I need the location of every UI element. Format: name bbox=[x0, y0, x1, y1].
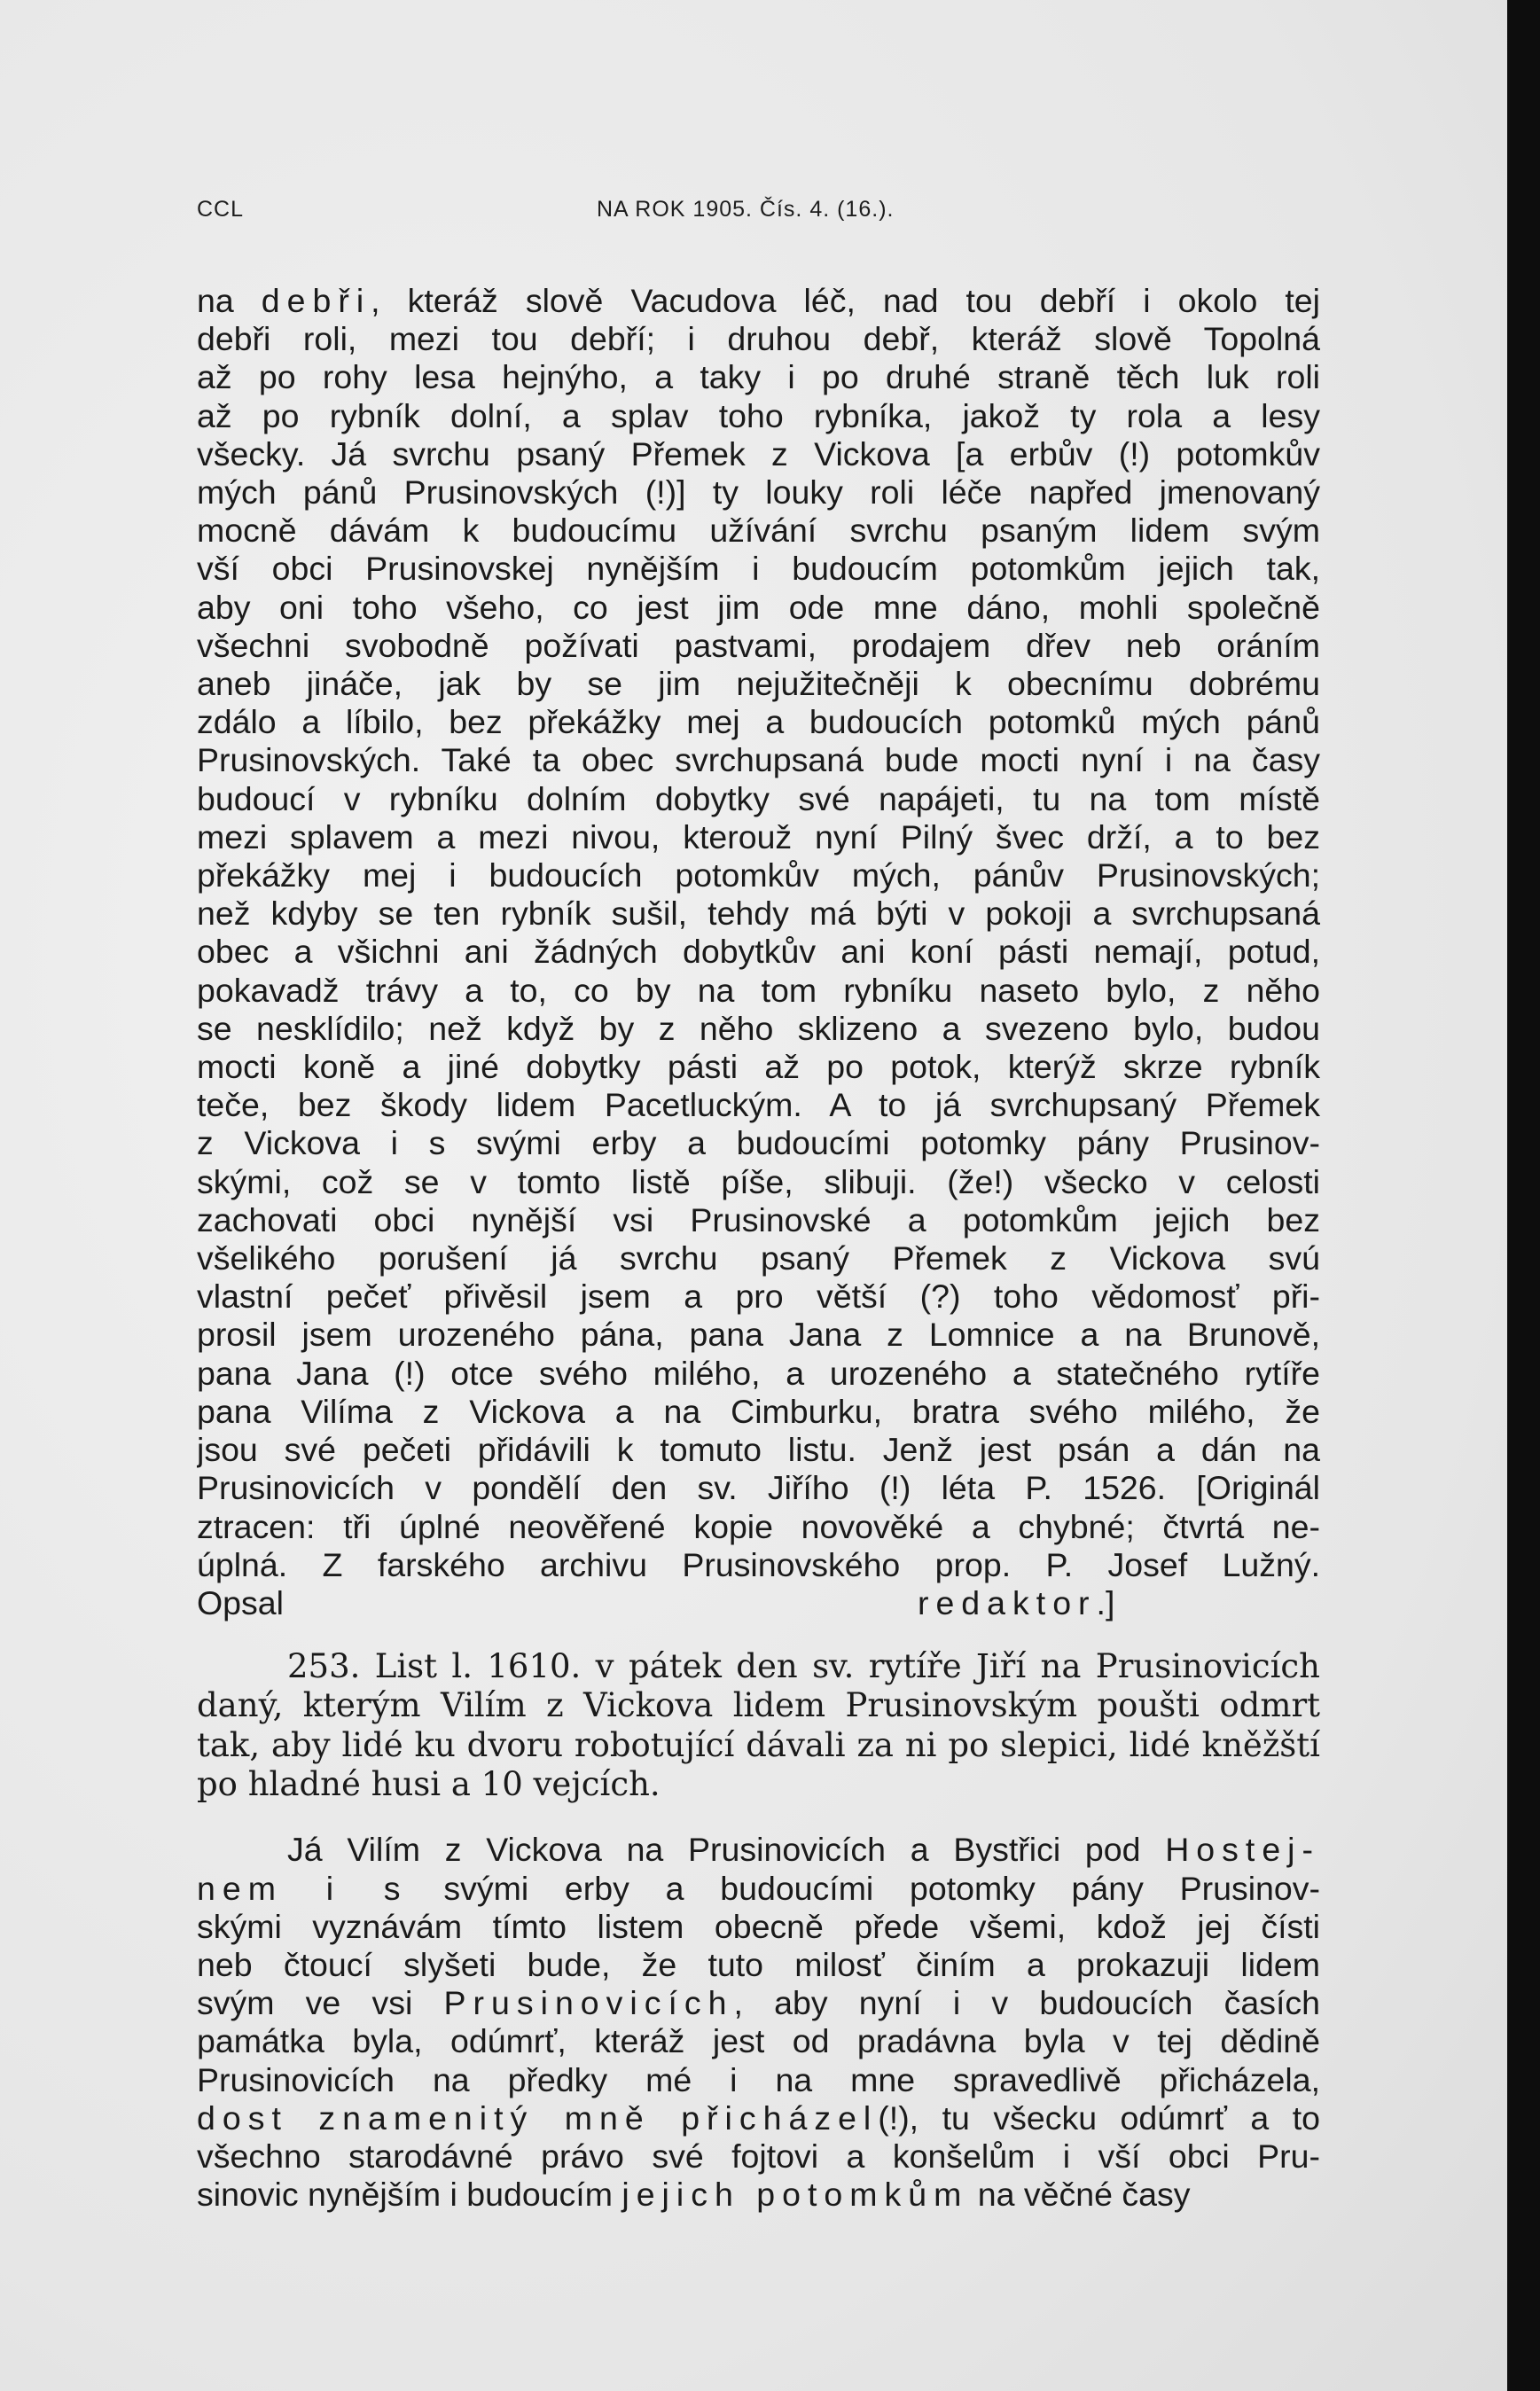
text-line bbox=[197, 1393, 1320, 1431]
text-line bbox=[197, 397, 1320, 435]
text-run: z Vickova i s svými erby a budoucími potomky pány Prusinov- bbox=[197, 1124, 1320, 1162]
charter-1610-paragraph bbox=[197, 1831, 1320, 2214]
text-line bbox=[197, 1546, 1320, 1584]
text-run: aneb jináče, jak by se jim nejužitečněji k obecnímu dobrému bbox=[197, 665, 1320, 703]
text-line bbox=[197, 1278, 1320, 1316]
text-run: debři roli, mezi tou debří; i druhou debř, kteráž slově Topolná bbox=[197, 320, 1320, 358]
text-run: zdálo a líbilo, bez překážky mej a budoucích potomků mých pánů bbox=[197, 703, 1320, 741]
text-line bbox=[197, 2137, 1320, 2176]
text-line bbox=[197, 933, 1320, 971]
text-run: , kteráž slově Vacudova léč, nad tou debří i okolo tej bbox=[371, 282, 1320, 319]
text-run: , aby nyní i v budoucích časích bbox=[733, 1984, 1320, 2022]
text-run: prosil jsem urozeného pána, pana Jana z Lomnice a na Brunově, bbox=[197, 1316, 1320, 1354]
text-line: tak, aby lidé ku dvoru robotující dávali za ni po slepici, lidé kněžští bbox=[197, 1725, 1320, 1764]
text-line bbox=[197, 818, 1320, 856]
text-run: Prusinovicích na předky mé i na mne spravedlivě přicházela, bbox=[197, 2060, 1320, 2098]
text-run: (!), tu všecku odúmrť a to bbox=[878, 2098, 1320, 2137]
text-line bbox=[197, 1584, 1320, 1622]
spaced-emphasis: Prusinovicích bbox=[443, 1984, 734, 2022]
text-run: jsou své pečeti přidávili k tomuto listu. Jenž jest psán a dán na bbox=[197, 1431, 1320, 1469]
running-header bbox=[0, 197, 1507, 232]
text-line bbox=[197, 1946, 1320, 1984]
text-line bbox=[197, 665, 1320, 703]
text-line bbox=[197, 1908, 1320, 1946]
text-run: skými vyznávám tímto listem obecně přede všemi, kdož jej čísti bbox=[197, 1907, 1320, 1945]
text-run: všecky. Já svrchu psaný Přemek z Vickova [a erbův (!) potomkův bbox=[197, 434, 1320, 473]
text-line bbox=[197, 435, 1320, 473]
text-run: překážky mej i budoucích potomkův mých, pánův Prusinovských; bbox=[197, 856, 1320, 895]
text-run: aby oni toho všeho, co jest jim ode mne dáno, mohli společně bbox=[197, 588, 1320, 626]
spaced-emphasis: Hostej- bbox=[1165, 1831, 1320, 1869]
text-line bbox=[197, 627, 1320, 665]
text-line: daný, kterým Vilím z Vickova lidem Prusinovským poušti odmrt bbox=[197, 1686, 1320, 1725]
text-line bbox=[197, 1431, 1320, 1469]
text-run: sinovic nynějším i budoucím bbox=[197, 2176, 622, 2214]
text-run: mocti koně a jiné dobytky pásti až po potok, kterýž skrze rybník bbox=[197, 1048, 1320, 1086]
text-line bbox=[197, 1469, 1320, 1507]
text-run: všelikého porušení já svrchu psaný Přemek z Vickova svú bbox=[197, 1239, 1320, 1278]
text-line bbox=[197, 1870, 1320, 1908]
text-line bbox=[197, 473, 1320, 512]
text-line bbox=[197, 550, 1320, 588]
text-line bbox=[197, 2176, 1320, 2214]
text-line bbox=[197, 1316, 1320, 1354]
scan-border bbox=[1507, 0, 1540, 2391]
text-line bbox=[197, 895, 1320, 933]
text-run: pokavadž trávy a to, co by na tom rybníku naseto bylo, z něho bbox=[197, 971, 1320, 1009]
text-run: památka byla, odúmrť, kteráž jest od pradávna byla v tej dědině bbox=[197, 2022, 1320, 2060]
text-run: svým ve vsi bbox=[197, 1984, 444, 2022]
text-run: vší obci Prusinovskej nynějším i budoucím potomkům jejich tak, bbox=[197, 550, 1320, 588]
text-line bbox=[197, 703, 1320, 741]
text-run: na bbox=[197, 282, 262, 319]
text-line bbox=[197, 1508, 1320, 1546]
text-run: zachovati obci nynější vsi Prusinovské a potomkům jejich bez bbox=[197, 1200, 1320, 1238]
text-run: všechno starodávné právo své fojtovi a konšelům i vší obci Pru- bbox=[197, 2137, 1320, 2175]
text-line bbox=[197, 1239, 1320, 1278]
text-line bbox=[197, 972, 1320, 1010]
text-run: vlastní pečeť přivěsil jsem a pro větší (?) toho vědomosť při- bbox=[197, 1278, 1320, 1316]
text-run: mých pánů Prusinovských (!)] ty louky roli léče napřed jmenovaný bbox=[197, 473, 1320, 512]
text-line bbox=[197, 1086, 1320, 1124]
text-run: pana Vilíma z Vickova a na Cimburku, bratra svého milého, že bbox=[197, 1392, 1320, 1430]
text-run: úplná. Z farského archivu Prusinovského prop. P. Josef Lužný. bbox=[197, 1545, 1320, 1583]
text-run: než kdyby se ten rybník sušil, tehdy má býti v pokoji a svrchupsaná bbox=[197, 895, 1320, 933]
text-line bbox=[197, 1201, 1320, 1239]
text-line bbox=[197, 1124, 1320, 1162]
text-line bbox=[197, 1984, 1320, 2022]
header-title: NA ROK 1905. Čís. 4. (16.). bbox=[597, 197, 895, 222]
text-line bbox=[197, 2022, 1320, 2060]
text-run: všechni svobodně požívati pastvami, prodajem dřev neb oráním bbox=[197, 626, 1320, 664]
text-run: skými, což se v tomto listě píše, slibuji. (že!) všecko v celosti bbox=[197, 1162, 1320, 1200]
text-run: teče, bez škody lidem Pacetluckým. A to já svrchupsaný Přemek bbox=[197, 1086, 1320, 1124]
spaced-emphasis: nem i s bbox=[197, 1869, 408, 1907]
spaced-emphasis: debři bbox=[261, 282, 371, 319]
text-line bbox=[197, 358, 1320, 396]
text-line bbox=[197, 1010, 1320, 1048]
text-line bbox=[197, 856, 1320, 895]
text-run: na věčné časy bbox=[968, 2176, 1191, 2214]
text-run: mocně dávám k budoucímu užívání svrchu psaným lidem svým bbox=[197, 512, 1320, 550]
text-run: se nesklídilo; než když by z něho sklizeno a svezeno bylo, budou bbox=[197, 1009, 1320, 1047]
spaced-emphasis: dost znamenitý mně přicházel bbox=[197, 2098, 879, 2137]
text-line bbox=[197, 320, 1320, 358]
text-line: 253. List l. 1610. v pátek den sv. rytíře Jiří na Prusinovicích bbox=[287, 1647, 1320, 1686]
text-run: až po rohy lesa hejnýho, a taky i po druhé straně těch luk roli bbox=[197, 358, 1320, 396]
spaced-emphasis: jejich potomkům bbox=[621, 2176, 969, 2214]
text-run: až po rybník dolní, a splav toho rybníka, jakož ty rola a lesy bbox=[197, 396, 1320, 434]
text-line bbox=[197, 1048, 1320, 1086]
page-number-roman: CCL bbox=[197, 197, 245, 222]
text-line bbox=[197, 1163, 1320, 1201]
document-body bbox=[197, 282, 1320, 2214]
text-run: neb čtoucí slyšeti bude, že tuto milosť činím a prokazuji lidem bbox=[197, 1945, 1320, 1983]
text-run: Prusinovicích v pondělí den sv. Jiřího (!) léta P. 1526. [Originál bbox=[197, 1469, 1320, 1507]
text-run: budoucí v rybníku dolním dobytky své napájeti, tu na tom místě bbox=[197, 779, 1320, 817]
text-run: ztracen: tři úplné neověřené kopie novověké a chybné; čtvrtá ne- bbox=[197, 1507, 1320, 1545]
text-line: po hladné husi a 10 vejcích. bbox=[197, 1765, 661, 1803]
charter-1526-paragraph bbox=[197, 282, 1320, 1622]
text-run: svými erby a budoucími potomky pány Prusinov- bbox=[407, 1869, 1320, 1907]
text-run: pana Jana (!) otce svého milého, a urozeného a statečného rytíře bbox=[197, 1354, 1320, 1392]
text-run: Opsal bbox=[197, 1583, 284, 1621]
text-line bbox=[197, 512, 1320, 550]
text-line bbox=[197, 1831, 1320, 1869]
text-line bbox=[197, 780, 1320, 818]
text-run: Já Vilím z Vickova na Prusinovicích a Bystřici pod bbox=[287, 1831, 1166, 1869]
text-line bbox=[197, 589, 1320, 627]
text-line bbox=[197, 282, 1320, 320]
text-run: mezi splavem a mezi nivou, kterouž nyní Pilný švec drží, a to bez bbox=[197, 817, 1320, 856]
text-line bbox=[197, 2099, 1320, 2137]
text-run: .] bbox=[1096, 1583, 1115, 1621]
text-line bbox=[197, 1355, 1320, 1393]
spaced-emphasis: redaktor bbox=[917, 1583, 1097, 1621]
text-run: Prusinovských. Také ta obec svrchupsaná bude mocti nyní i na časy bbox=[197, 741, 1320, 779]
text-run: obec a všichni ani žádných dobytkův ani koní pásti nemají, potud, bbox=[197, 933, 1320, 971]
text-line bbox=[197, 741, 1320, 779]
entry-253-summary bbox=[197, 1647, 1320, 1804]
text-line bbox=[197, 2061, 1320, 2099]
